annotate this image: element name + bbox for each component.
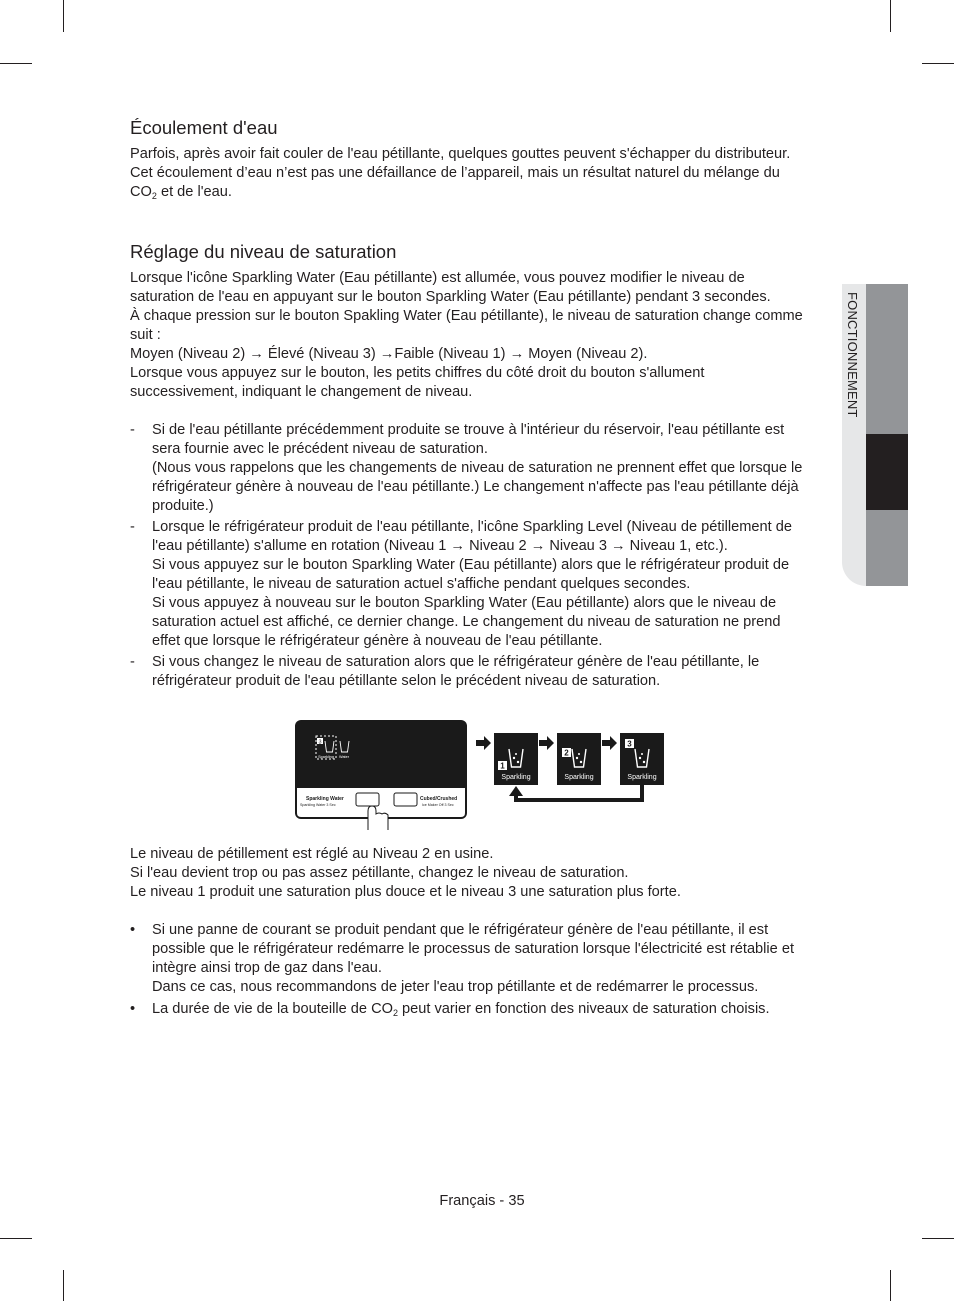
text-line: l'eau pétillante, le niveau de saturation actuel s'affiche pendant quelques secondes. — [152, 576, 691, 592]
bubble-icon — [515, 753, 517, 755]
dash-marker: - — [130, 654, 135, 670]
level-number: 1 — [500, 761, 505, 771]
crop-mark — [922, 1238, 954, 1239]
saturation-level-illustration — [294, 714, 674, 830]
panel-button-right-sub: Ice Maker Off 3 Sec — [422, 803, 454, 807]
crop-mark — [0, 63, 32, 64]
text-line: Si une panne de courant se produit pendant que le réfrigérateur génère de l'eau pétillante, il est — [152, 922, 769, 938]
bubble-icon — [517, 761, 519, 763]
level-tiles — [494, 733, 664, 785]
factory-setting-text — [130, 845, 840, 902]
text-line: Le niveau 1 produit une saturation plus douce et le niveau 3 une saturation plus forte. — [130, 884, 681, 900]
text-line: saturation de l'eau en appuyant sur le bouton Sparkling Water (Eau pétillante) pendant 3 secondes. — [130, 289, 771, 305]
arrow-right-icon — [602, 736, 617, 750]
bubble-icon — [641, 753, 643, 755]
text-line: intègre ainsi trop de gaz dans l'eau. — [152, 960, 382, 976]
text-line: Lorsque vous appuyez sur le bouton, les petits chiffres du côté droit du bouton s'allument — [130, 365, 705, 381]
section-title-ecoulement: Écoulement d'eau — [130, 117, 278, 138]
level-tile-2 — [557, 733, 601, 785]
level-label: Sparkling — [501, 774, 531, 781]
section-tab — [842, 284, 908, 586]
text-line: Lorsque l'icône Sparkling Water (Eau pétillante) est allumée, vous pouvez modifier le niveau de — [130, 270, 745, 286]
arrow-right-icon — [539, 736, 554, 750]
bubble-icon — [513, 757, 515, 759]
text-line: successivement, indiquant le changement de niveau. — [130, 384, 473, 400]
level-number: 2 — [564, 748, 569, 758]
bullet-marker: • — [130, 1001, 136, 1017]
text-line: Lorsque le réfrigérateur produit de l'eau pétillante, l'icône Sparkling Level (Niveau de pétillement de — [152, 519, 792, 535]
return-arrow-icon — [509, 785, 642, 800]
text-line: Si vous appuyez sur le bouton Sparkling Water (Eau pétillante) alors que le réfrigérateur produit de — [152, 557, 790, 573]
text-line: Le niveau de pétillement est réglé au Niveau 2 en usine. — [130, 846, 494, 862]
text-line: (Nous vous rappelons que les changements de niveau de saturation ne prennent effet que lorsque le — [152, 460, 803, 476]
page-number: Français - 35 — [439, 1193, 525, 1209]
crop-mark — [63, 0, 64, 32]
arrow-right-icon — [476, 736, 491, 750]
text-line: À chaque pression sur le bouton Spakling Water (Eau pétillante), le niveau de saturation change comme — [130, 308, 803, 324]
level-badge-small-number: 3 — [318, 739, 322, 746]
control-panel — [295, 720, 467, 830]
text-line: Dans ce cas, nous recommandons de jeter l'eau trop pétillante et de redémarrer le processus. — [152, 979, 759, 995]
text-line: sera fournie avec le précédent niveau de saturation. — [152, 441, 488, 457]
text-line: Si vous appuyez à nouveau sur le bouton Sparkling Water (Eau pétillante) alors que le niveau de — [152, 595, 777, 611]
bubble-icon — [576, 757, 578, 759]
section-ecoulement-text — [130, 145, 840, 202]
panel-sparkling-label: Sparkling — [318, 755, 334, 759]
section-title-reglage: Réglage du niveau de saturation — [130, 241, 397, 262]
level-tile-3 — [620, 733, 664, 785]
cubed-crushed-button[interactable] — [394, 793, 417, 806]
text-line: effet que lorsque le réfrigérateur génère à nouveau de l'eau pétillante. — [152, 633, 603, 649]
text-line: possible que le réfrigérateur redémarre le processus de saturation lorsque l'électricité est rétablie et — [152, 941, 794, 957]
bubble-icon — [643, 761, 645, 763]
dash-marker: - — [130, 422, 135, 438]
bubble-icon — [639, 757, 641, 759]
crop-mark — [922, 63, 954, 64]
sparkling-water-button[interactable] — [356, 793, 379, 806]
text-line: Moyen (Niveau 2) → Élevé (Niveau 3) →Faible (Niveau 1) → Moyen (Niveau 2). — [130, 346, 648, 362]
panel-button-left-sub: Sparkling Water 3 Sec — [300, 803, 336, 807]
text-line: produite.) — [152, 498, 214, 514]
page-footer — [0, 1193, 954, 1209]
text-line: Cet écoulement d’eau n’est pas une défaillance de l’appareil, mais un résultat naturel du mélange du — [130, 165, 780, 181]
text-line: $CO_2$ et de l'eau. — [130, 184, 232, 201]
crop-mark — [63, 1270, 64, 1301]
text-line: La durée de vie de la bouteille de $CO_2$ peut varier en fonction des niveaux de saturation choisis. — [152, 1001, 770, 1018]
text-line: l'eau pétillante) s'allume en rotation (Niveau 1 → Niveau 2 → Niveau 3 → Niveau 1, etc.). — [152, 538, 728, 554]
text-line: suit : — [130, 327, 161, 343]
crop-mark — [0, 1238, 32, 1239]
text-line: Si l'eau devient trop ou pas assez pétillante, changez le niveau de saturation. — [130, 865, 629, 881]
crop-mark — [890, 0, 891, 32]
panel-button-right-title: Cubed/Crushed — [420, 796, 458, 802]
panel-water-label: Water — [339, 755, 349, 759]
level-tile-1 — [494, 733, 538, 785]
text-line: Parfois, après avoir fait couler de l'eau pétillante, quelques gouttes peuvent s'échapper du distributeur. — [130, 146, 791, 162]
panel-button-left-title: Sparkling Water — [306, 796, 344, 802]
text-line: Si vous changez le niveau de saturation alors que le réfrigérateur génère de l'eau pétillante, le — [152, 654, 760, 670]
level-label: Sparkling — [627, 774, 657, 781]
bullet-marker: • — [130, 922, 136, 938]
text-line: réfrigérateur produit de l'eau pétillante selon le précédent niveau de saturation. — [152, 673, 661, 689]
tab-label: FONCTIONNEMENT — [845, 292, 860, 418]
crop-mark — [890, 1270, 891, 1301]
bubble-icon — [578, 753, 580, 755]
text-line: saturation actuel est affiché, ce dernier change. Le changement du niveau de saturation ne prend — [152, 614, 781, 630]
dash-marker: - — [130, 519, 135, 535]
text-line: réfrigérateur génère à nouveau de l'eau pétillante.) Le changement n'affecte pas l'eau pétillante déjà — [152, 479, 799, 495]
tab-active-marker — [866, 434, 908, 510]
text-line: Si de l'eau pétillante précédemment produite se trouve à l'intérieur du réservoir, l'eau pétillante est — [152, 422, 785, 438]
level-number: 3 — [627, 739, 632, 749]
bubble-icon — [580, 761, 582, 763]
section-reglage-intro — [130, 269, 840, 402]
level-label: Sparkling — [564, 774, 594, 781]
